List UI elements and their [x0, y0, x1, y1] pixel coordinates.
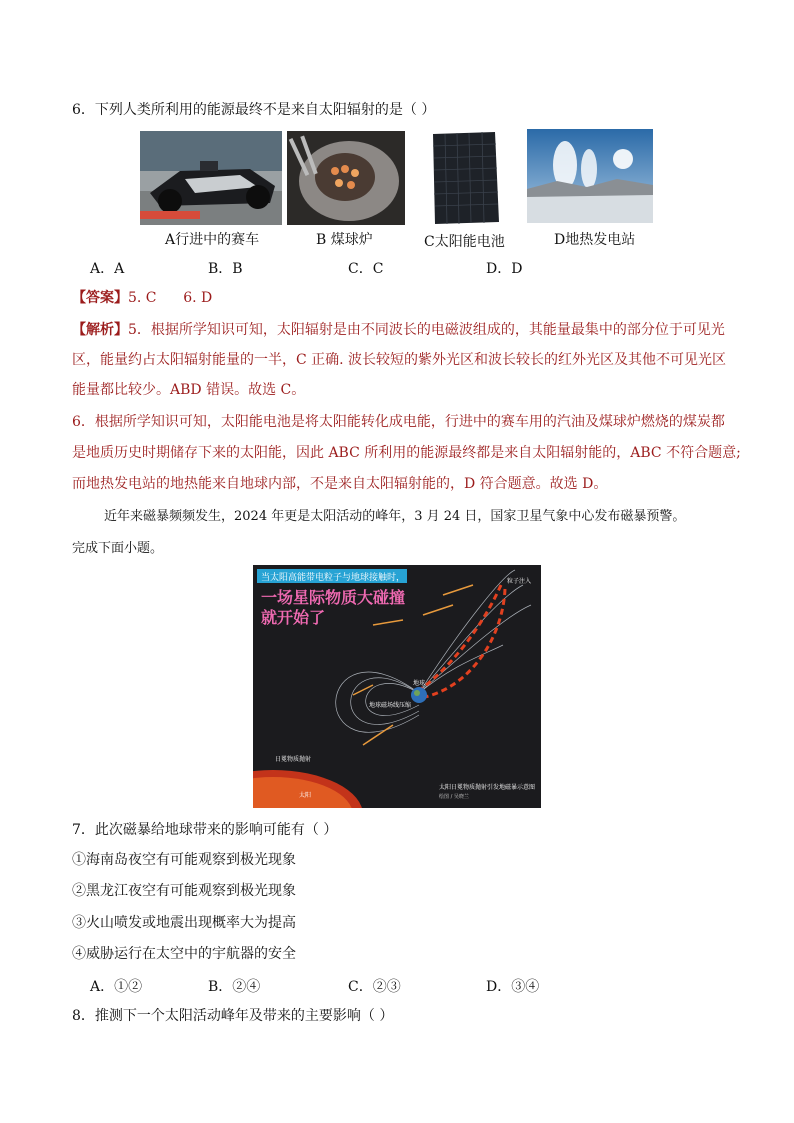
- analysis-line-3: 能量都比较少。ABD 错误。故选 C。: [72, 382, 306, 398]
- figure-banner-small: 当太阳高能带电粒子与地球接触时，: [261, 573, 406, 583]
- race-car-image: [140, 131, 282, 225]
- q7-item-3: ③火山喷发或地震出现概率大为提高: [72, 915, 296, 931]
- figure-caption: 太阳日冕物质抛射引发地磁暴示意图: [439, 784, 536, 791]
- figure-banner-big1: 一场星际物质大碰撞: [261, 588, 406, 607]
- caption-d: D地热发电站: [554, 232, 636, 248]
- intro-line-2: 完成下面小题。: [72, 541, 164, 556]
- q8-stem: 8．推测下一个太阳活动峰年及带来的主要影响（ ）: [72, 1008, 394, 1024]
- q7-stem: 7．此次磁暴给地球带来的影响可能有（ ）: [72, 822, 338, 838]
- analysis-line-1: [72, 320, 725, 340]
- caption-b: B 煤球炉: [316, 232, 373, 248]
- q7-option-d: D．③④: [486, 979, 540, 995]
- figure-label-sun: 太阳: [299, 792, 312, 799]
- analysis-line-6: 而地热发电站的地热能来自地球内部，不是来自太阳辐射能的，D 符合题意。故选 D。: [72, 476, 608, 492]
- analysis-text-1: 5．根据所学知识可知，太阳辐射是由不同波长的电磁波组成的，其能量最集中的部分位于可见光: [128, 322, 725, 338]
- analysis-line-2: 区，能量约占太阳辐射能量的一半，C 正确. 波长较短的紫外光区和波长较长的红外光区及其他不可见光区: [72, 352, 727, 368]
- figure-label-sun-radiation: 日冕物质抛射: [275, 756, 312, 763]
- coal-stove-image: [287, 131, 405, 225]
- magnetic-storm-figure: [253, 565, 541, 808]
- q7-item-1: ①海南岛夜空有可能观察到极光现象: [72, 852, 296, 868]
- q6-option-d: D．D: [486, 261, 523, 277]
- analysis-line-4: 6．根据所学知识可知，太阳能电池是将太阳能转化成电能，行进中的赛车用的汽油及煤球炉燃烧的煤炭都: [72, 414, 725, 430]
- answer-line: [72, 288, 212, 308]
- analysis-label: 【解析】: [72, 322, 128, 338]
- q7-option-b: B．②④: [208, 979, 261, 995]
- q6-stem: 6．下列人类所利用的能源最终不是来自太阳辐射的是（ ）: [72, 102, 436, 118]
- caption-c: C太阳能电池: [424, 234, 505, 250]
- q6-option-c: C．C: [348, 261, 384, 277]
- answer-text: 5. C 6. D: [128, 290, 213, 306]
- caption-a: A行进中的赛车: [165, 232, 260, 248]
- figure-label-magnet: 地球磁场线压缩: [369, 702, 412, 709]
- answer-label: 【答案】: [72, 290, 128, 306]
- solar-panel-image: [425, 130, 503, 226]
- figure-banner-big2: 就开始了: [261, 608, 326, 627]
- q6-option-b: B．B: [208, 261, 243, 277]
- figure-credit: 绘图 / 吴晓兰: [439, 794, 469, 800]
- q6-option-a: A．A: [90, 261, 125, 277]
- q7-option-a: A．①②: [90, 979, 143, 995]
- q7-item-2: ②黑龙江夜空有可能观察到极光现象: [72, 883, 296, 899]
- q7-option-c: C．②③: [348, 979, 401, 995]
- intro-line-1: 近年来磁暴频频发生，2024 年更是太阳活动的峰年，3 月 24 日，国家卫星气象中心发布磁暴预警。: [104, 509, 686, 524]
- figure-label-earth: 地球: [413, 680, 426, 687]
- analysis-line-5: 是地质历史时期储存下来的太阳能，因此 ABC 所利用的能源最终都是来自太阳辐射能的，ABC 不符合题意;: [72, 445, 741, 461]
- figure-label-particles: 粒子注入: [507, 578, 532, 585]
- geothermal-plant-image: [527, 129, 653, 223]
- q7-item-4: ④威胁运行在太空中的宇航器的安全: [72, 946, 296, 962]
